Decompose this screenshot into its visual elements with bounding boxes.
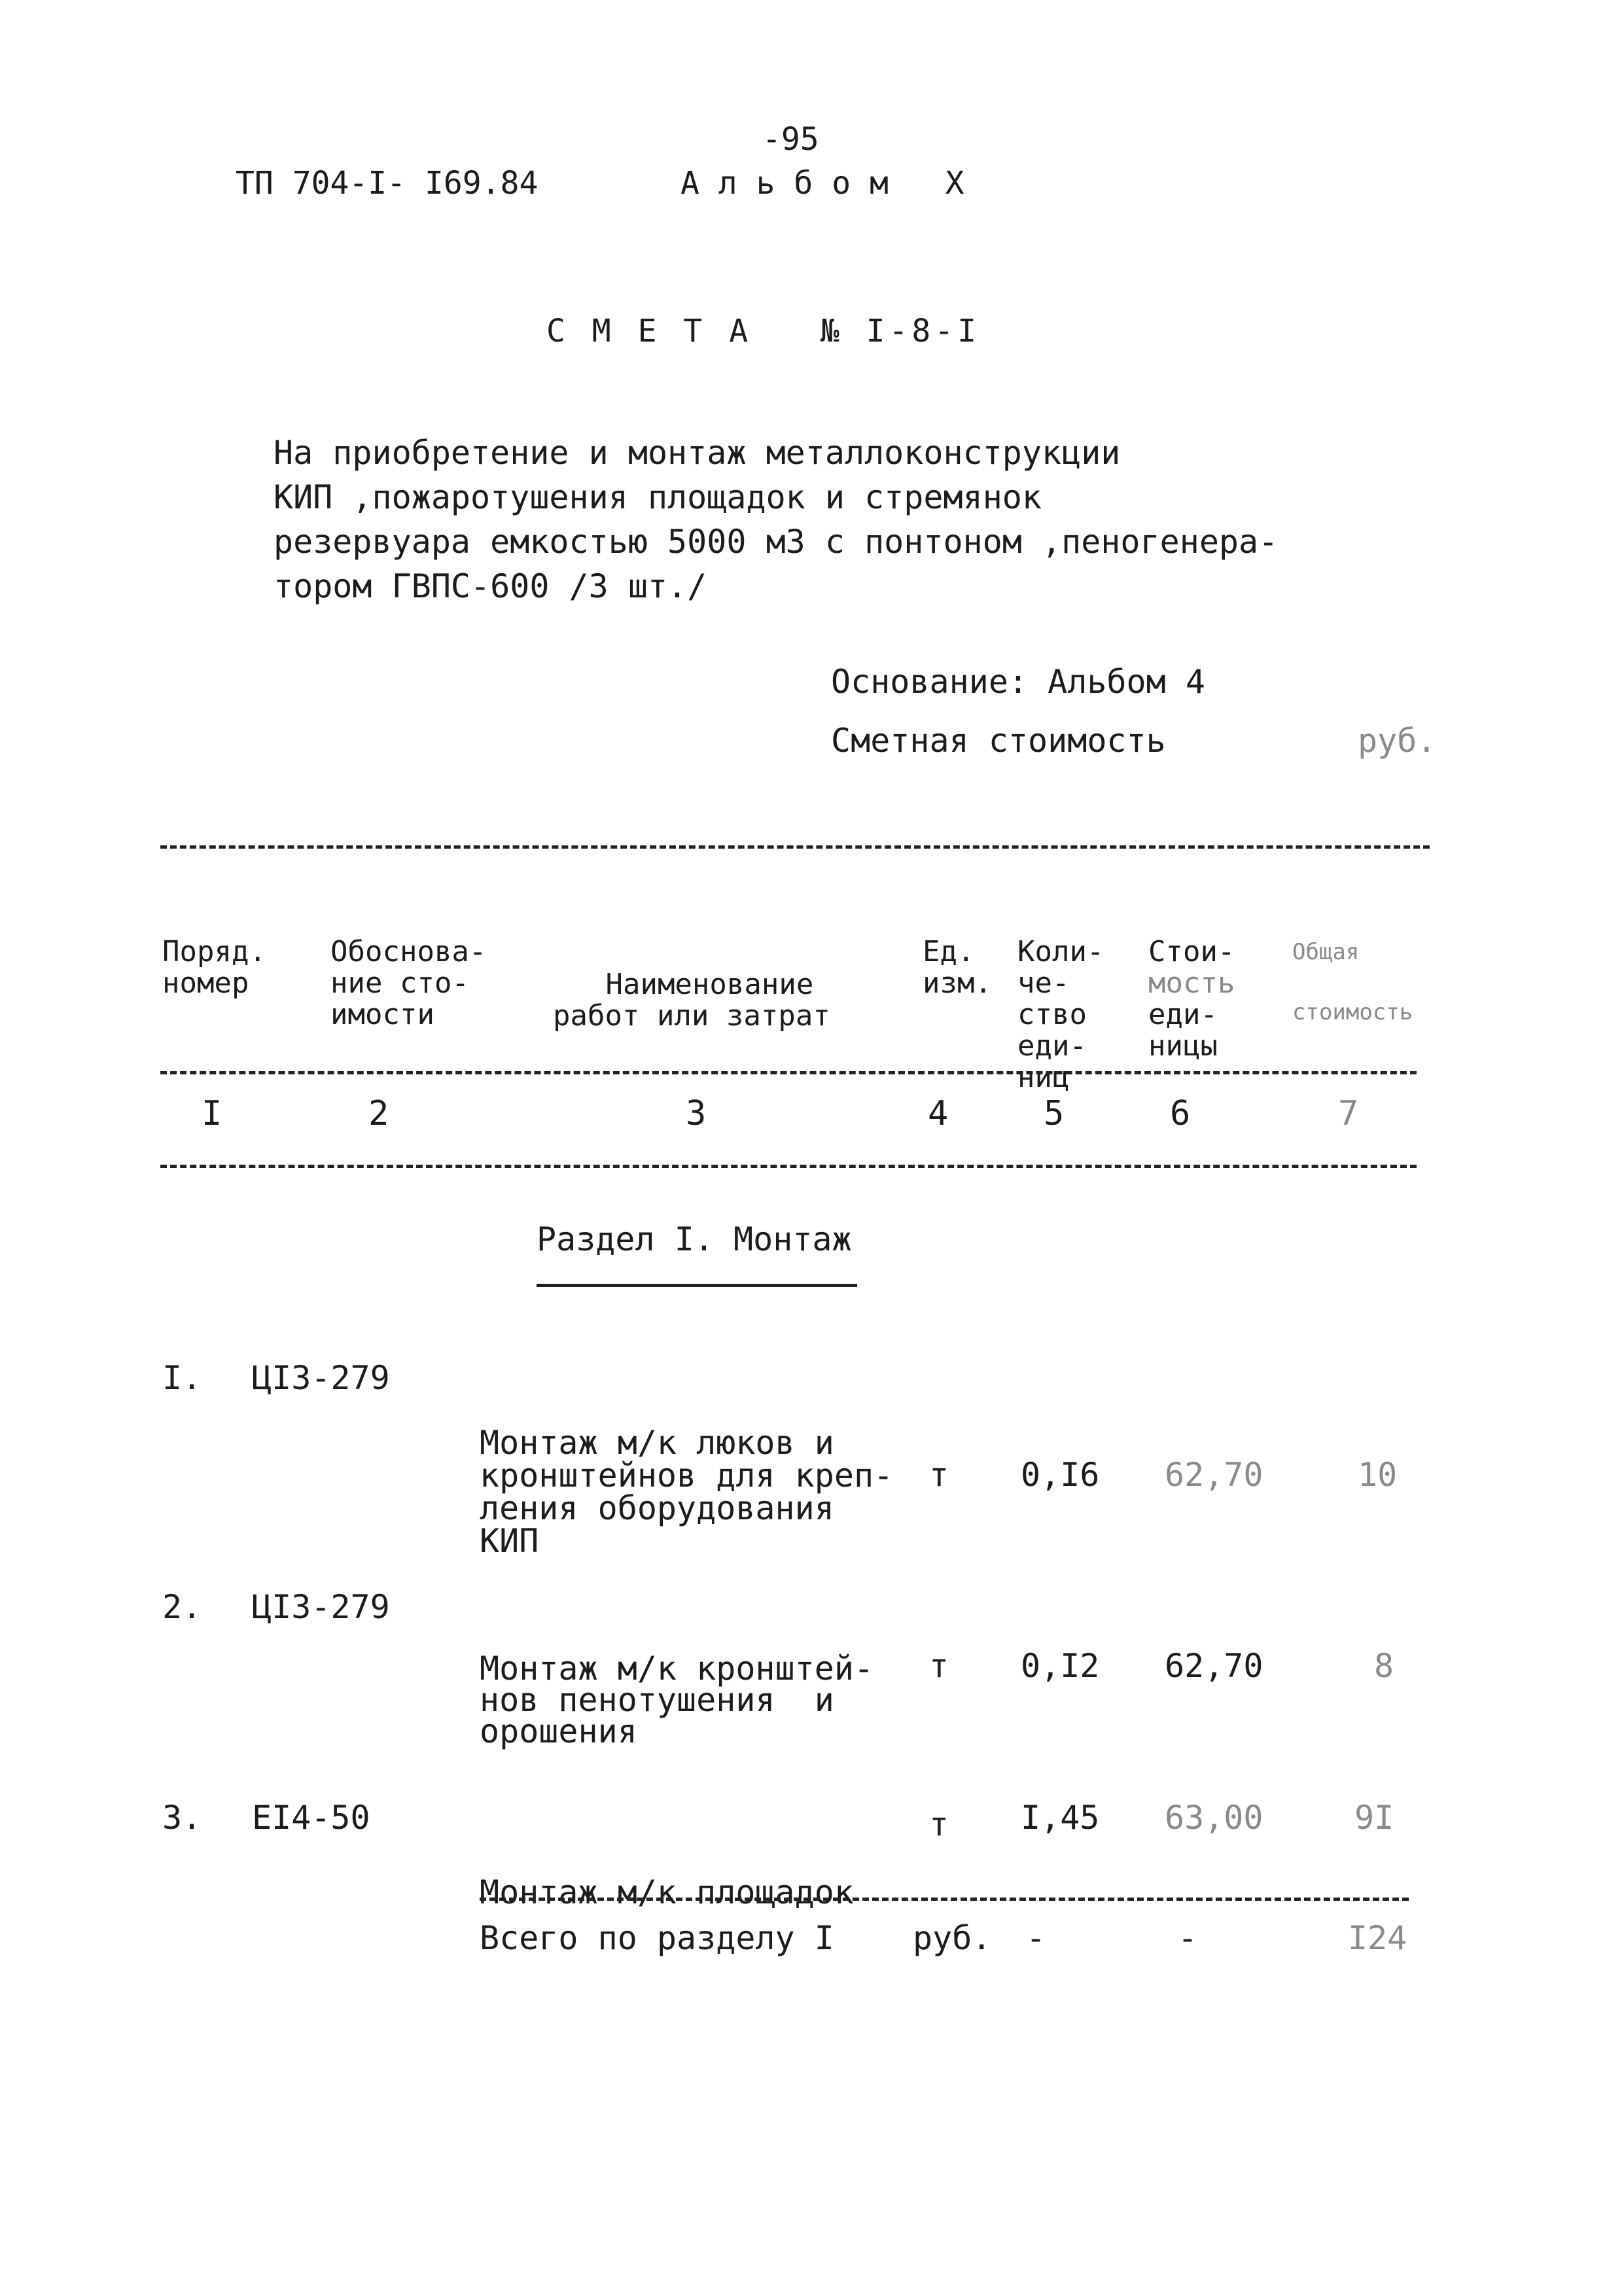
- document-code: ТП 704-I- I69.84: [236, 165, 538, 202]
- row-number: I.: [162, 1359, 202, 1397]
- subject-line: На приобретение и монтаж металлоконструкции: [274, 434, 1121, 472]
- row-name: Монтаж м/к люков и кронштейнов для креп- ления оборудования КИП: [480, 1424, 894, 1560]
- col-header-quantity: Коли- че- ство еди- ниц: [1017, 935, 1104, 1094]
- section-title-underline: [537, 1284, 857, 1287]
- estimate-title: С М Е Т А № I-8-I: [546, 313, 981, 349]
- row-total: 9I: [1354, 1799, 1394, 1837]
- row-code: ЕI4-50: [252, 1799, 370, 1837]
- col-header-cost-basis: Обоснова- ние сто- имости: [330, 935, 487, 1031]
- row-number: 3.: [162, 1799, 202, 1837]
- col-number: 5: [1044, 1094, 1065, 1133]
- col-number: 4: [928, 1094, 949, 1133]
- row-unit-price: 62,70: [1165, 1647, 1263, 1685]
- row-quantity: 0,I2: [1021, 1647, 1100, 1685]
- col-number: 7: [1338, 1094, 1359, 1133]
- table-top-rule: [160, 845, 1430, 849]
- section-total-price: -: [1178, 1919, 1198, 1957]
- col-number: 3: [686, 1094, 707, 1133]
- col-header-unit: Ед. изм.: [923, 935, 992, 1000]
- row-number: 2.: [162, 1588, 202, 1626]
- subject-line: резервуара емкостью 5000 м3 с понтоном ,пеногенера-: [274, 523, 1279, 561]
- section-total-amount: I24: [1348, 1919, 1407, 1957]
- row-code: ЦI3-279: [252, 1359, 390, 1397]
- basis-text: Основание: Альбом 4: [831, 663, 1205, 701]
- row-unit: т: [929, 1456, 949, 1494]
- row-unit-price: 62,70: [1165, 1456, 1263, 1494]
- col-number: 2: [368, 1094, 389, 1133]
- row-total: 8: [1374, 1647, 1394, 1685]
- section-total-rule: [480, 1898, 1409, 1901]
- row-unit-price: 63,00: [1165, 1799, 1263, 1837]
- col-header-order-number: Поряд. номер: [162, 935, 266, 1000]
- row-total: 10: [1358, 1456, 1398, 1494]
- section-title: Раздел I. Монтаж: [537, 1220, 852, 1258]
- section-total-unit: руб.: [913, 1919, 992, 1957]
- section-total-quantity: -: [1026, 1919, 1046, 1957]
- page-number: -95: [762, 121, 819, 158]
- row-quantity: I,45: [1021, 1799, 1100, 1837]
- subject-line: КИП ,пожаротушения площадок и стремянок: [274, 478, 1042, 516]
- row-unit: т: [929, 1805, 949, 1843]
- col-header-unit-price: Стои- мость еди- ницы: [1148, 935, 1235, 1063]
- header-bottom-rule: [160, 1071, 1417, 1074]
- column-numbers-rule: [160, 1165, 1417, 1168]
- row-name: Монтаж м/к площадок: [480, 1873, 854, 1911]
- estimated-cost-unit: руб.: [1358, 722, 1437, 760]
- col-number: I: [202, 1094, 222, 1133]
- subject-line: тором ГВПС-600 /3 шт./: [274, 567, 707, 605]
- col-header-total-cost: Общая стоимость: [1292, 939, 1413, 1025]
- col-header-work-name: Наименование работ или затрат: [553, 968, 830, 1033]
- estimated-cost-label: Сметная стоимость: [831, 722, 1166, 760]
- row-quantity: 0,I6: [1021, 1456, 1100, 1494]
- row-code: ЦI3-279: [252, 1588, 390, 1626]
- album-label: А л ь б о м X: [680, 165, 964, 202]
- row-name: Монтаж м/к кронштей- нов пенотушения и орошения: [480, 1650, 874, 1750]
- row-unit: т: [929, 1647, 949, 1685]
- col-number: 6: [1170, 1094, 1191, 1133]
- section-total-label: Всего по разделу I: [480, 1919, 834, 1957]
